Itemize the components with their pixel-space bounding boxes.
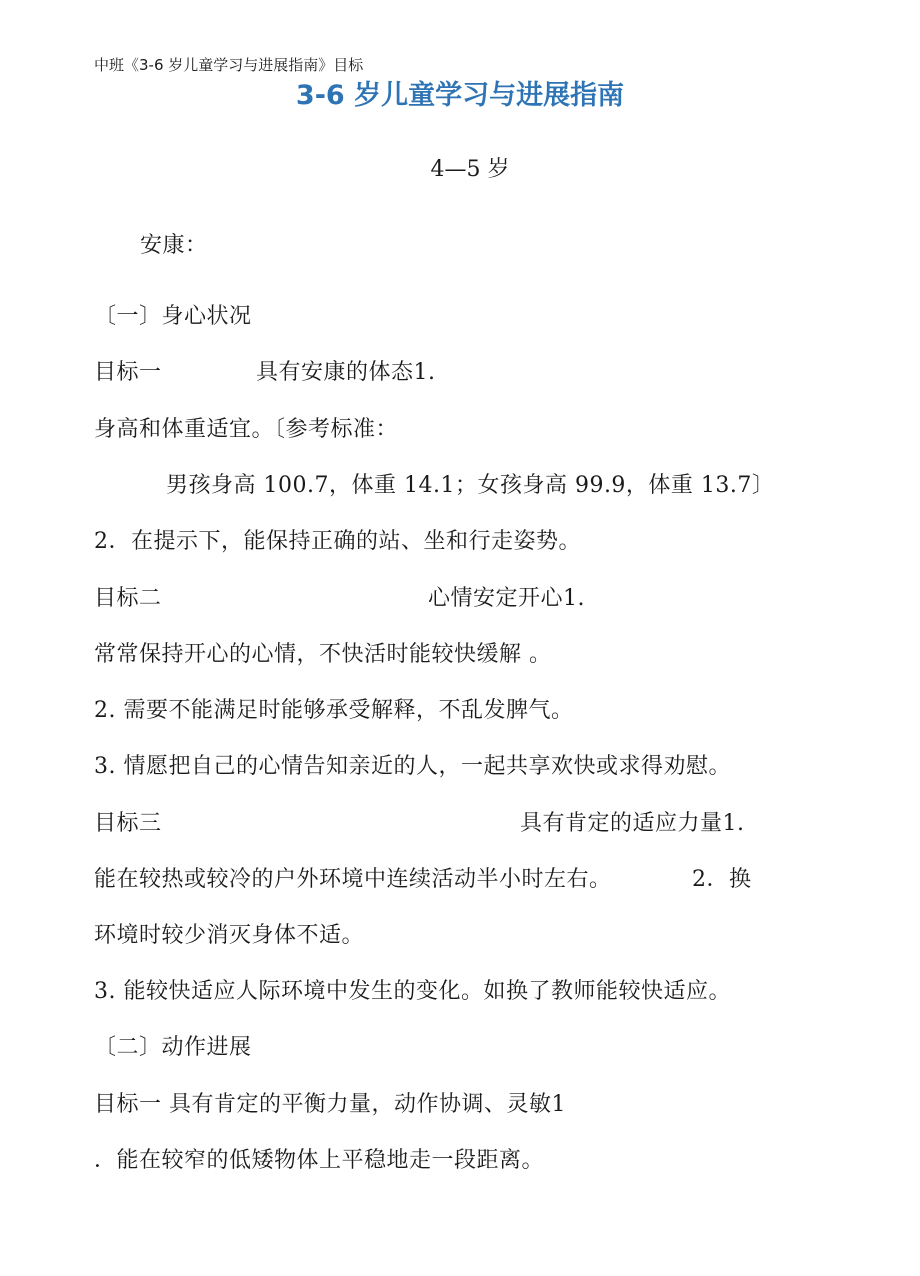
goal-item: 3. 情愿把自己的心情告知亲近的人，一起共享欢快或求得劝慰。: [94, 754, 731, 779]
goal-item-detail: 男孩身高 100.7，体重 14.1；女孩身高 99.9，体重 13.7〕: [166, 473, 775, 498]
goal-label: 目标一: [94, 360, 162, 385]
goal-item: 3. 能较快适应人际环境中发生的变化。如换了教师能较快适应。: [94, 979, 731, 1004]
goal-text: 心情安定开心1.: [428, 586, 585, 611]
goal-item: 常常保持开心的心情，不快活时能较快缓解 。: [94, 642, 552, 667]
goal-text: 具有肯定的适应力量1.: [520, 811, 745, 836]
goal-item: 身高和体重适宜。〔参考标准：: [94, 417, 399, 442]
page-header: 中班《3-6 岁儿童学习与进展指南》目标: [94, 56, 364, 74]
goal-text: 具有安康的体态1.: [256, 360, 436, 385]
section-heading-2: 〔二〕动作进展: [94, 1035, 252, 1060]
document-title: 3-6 岁儿童学习与进展指南: [295, 80, 625, 111]
goal-item: 环境时较少消灭身体不适。: [94, 923, 365, 948]
goal-item: 2. 需要不能满足时能够承受解释，不乱发脾气。: [94, 698, 574, 723]
domain-heading: 安康：: [140, 233, 208, 258]
goal-item: 2．换: [692, 867, 752, 892]
goal-item: ．能在较窄的低矮物体上平稳地走一段距离。: [94, 1148, 545, 1173]
age-range: 4—5 岁: [430, 157, 510, 182]
goal-label: 目标三: [94, 811, 162, 836]
section-heading-1: 〔一〕身心状况: [94, 304, 252, 329]
goal-label: 目标二: [94, 586, 162, 611]
goal-item: 2．在提示下，能保持正确的站、坐和行走姿势。: [94, 529, 581, 554]
goal-text: 目标一 具有肯定的平衡力量，动作协调、灵敏1: [94, 1092, 566, 1117]
goal-item: 能在较热或较冷的户外环境中连续活动半小时左右。: [94, 867, 612, 892]
